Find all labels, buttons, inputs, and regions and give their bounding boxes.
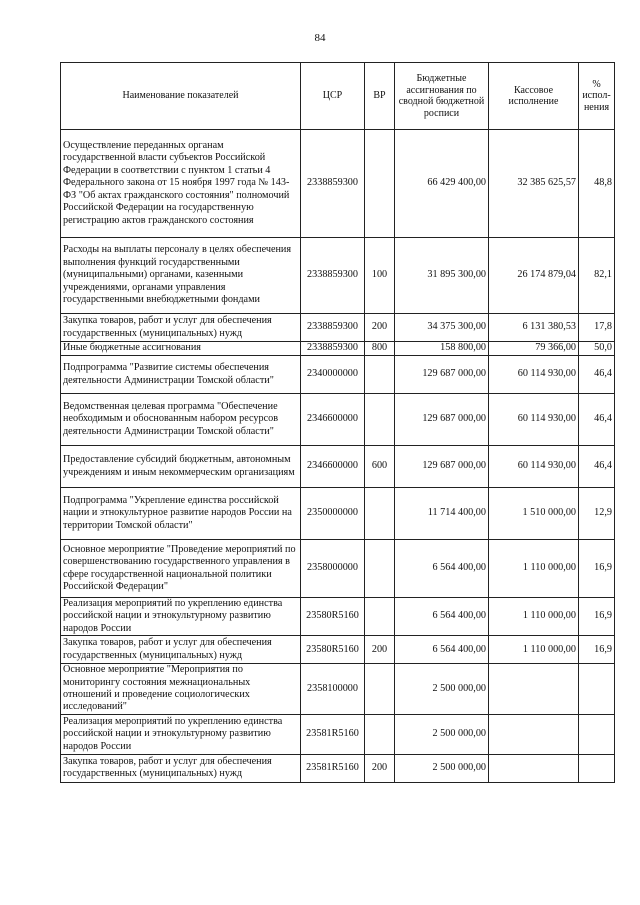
table-header-row: [61, 63, 615, 130]
row-cash: [489, 714, 579, 754]
table-row: [61, 636, 615, 664]
table-row: [61, 664, 615, 715]
row-percent: 46,4: [579, 356, 615, 394]
row-percent: 48,8: [579, 130, 615, 238]
column-header-csr: ЦСР: [301, 63, 365, 130]
row-vr: [365, 394, 395, 446]
row-name: Расходы на выплаты персоналу в целях обеспечения выполнения функций государственными (муниципальными) органами, казенными учреждениями, органами управления государственными внебюджетными фондами: [61, 238, 301, 314]
row-vr: [365, 130, 395, 238]
table-row: [61, 488, 615, 540]
row-cash: 1 510 000,00: [489, 488, 579, 540]
row-budget: 129 687 000,00: [395, 394, 489, 446]
row-name: Закупка товаров, работ и услуг для обеспечения государственных (муниципальных) нужд: [61, 754, 301, 782]
row-budget: 2 500 000,00: [395, 754, 489, 782]
row-vr: 200: [365, 636, 395, 664]
row-csr: 2338859300: [301, 314, 365, 342]
row-name: Подпрограмма "Развитие системы обеспечения деятельности Администрации Томской области": [61, 356, 301, 394]
table-row: [61, 356, 615, 394]
row-cash: 79 366,00: [489, 342, 579, 356]
row-name: Реализация мероприятий по укреплению единства российской нации и этнокультурному развитию народов России: [61, 714, 301, 754]
row-percent: 50,0: [579, 342, 615, 356]
column-header-vr: ВР: [365, 63, 395, 130]
row-cash: 60 114 930,00: [489, 394, 579, 446]
row-percent: 46,4: [579, 446, 615, 488]
row-name: Закупка товаров, работ и услуг для обеспечения государственных (муниципальных) нужд: [61, 636, 301, 664]
row-percent: 82,1: [579, 238, 615, 314]
table-row: [61, 394, 615, 446]
row-vr: [365, 540, 395, 598]
row-name: Подпрограмма "Укрепление единства российской нации и этнокультурное развитие народов России на территории Томской области": [61, 488, 301, 540]
row-budget: 66 429 400,00: [395, 130, 489, 238]
row-cash: 60 114 930,00: [489, 356, 579, 394]
row-name: Закупка товаров, работ и услуг для обеспечения государственных (муниципальных) нужд: [61, 314, 301, 342]
row-cash: 6 131 380,53: [489, 314, 579, 342]
table-row: [61, 540, 615, 598]
table-row: [61, 342, 615, 356]
row-name: Реализация мероприятий по укреплению единства российской нации и этнокультурному развитию народов России: [61, 598, 301, 636]
row-budget: 6 564 400,00: [395, 540, 489, 598]
row-percent: [579, 664, 615, 715]
row-budget: 11 714 400,00: [395, 488, 489, 540]
table-row: [61, 598, 615, 636]
row-csr: 2338859300: [301, 130, 365, 238]
row-percent: 17,8: [579, 314, 615, 342]
row-csr: 2358000000: [301, 540, 365, 598]
row-budget: 129 687 000,00: [395, 446, 489, 488]
row-cash: 26 174 879,04: [489, 238, 579, 314]
row-vr: [365, 664, 395, 715]
row-csr: 23581R5160: [301, 714, 365, 754]
column-header-percent: % испол-нения: [579, 63, 615, 130]
row-csr: 23581R5160: [301, 754, 365, 782]
row-cash: 60 114 930,00: [489, 446, 579, 488]
row-csr: 2346600000: [301, 394, 365, 446]
budget-execution-table: [60, 62, 615, 783]
row-csr: 2340000000: [301, 356, 365, 394]
row-percent: 16,9: [579, 540, 615, 598]
row-vr: [365, 356, 395, 394]
table-body: [61, 130, 615, 783]
page-number: 84: [314, 32, 326, 44]
row-budget: 2 500 000,00: [395, 664, 489, 715]
row-name: Основное мероприятие "Мероприятия по мониторингу состояния межнациональных отношений и проведение социологических исследований": [61, 664, 301, 715]
table-row: [61, 314, 615, 342]
row-vr: [365, 714, 395, 754]
row-csr: 2358100000: [301, 664, 365, 715]
row-csr: 2338859300: [301, 342, 365, 356]
table-row: [61, 446, 615, 488]
row-name: Иные бюджетные ассигнования: [61, 342, 301, 356]
row-name: Ведомственная целевая программа "Обеспечение необходимым и обоснованным набором ресурсов деятельности Администрации Томской области": [61, 394, 301, 446]
row-csr: 2350000000: [301, 488, 365, 540]
row-vr: 600: [365, 446, 395, 488]
row-name: Осуществление переданных органам государственной власти субъектов Российской Федерации в соответствии с пунктом 1 статьи 4 Федерального закона от 15 ноября 1997 года № 143-ФЗ "Об актах гражданского состояния" полномочий Российской Федерации на государственную регистрацию актов гражданского состояния: [61, 130, 301, 238]
row-budget: 2 500 000,00: [395, 714, 489, 754]
row-csr: 2338859300: [301, 238, 365, 314]
row-vr: 100: [365, 238, 395, 314]
row-vr: [365, 488, 395, 540]
column-header-name: Наименование показателей: [61, 63, 301, 130]
row-budget: 6 564 400,00: [395, 636, 489, 664]
column-header-budget: Бюджетные ассигнования по сводной бюджетной росписи: [395, 63, 489, 130]
table-row: [61, 130, 615, 238]
table-row: [61, 238, 615, 314]
row-budget: 6 564 400,00: [395, 598, 489, 636]
row-budget: 129 687 000,00: [395, 356, 489, 394]
row-percent: 46,4: [579, 394, 615, 446]
row-cash: 32 385 625,57: [489, 130, 579, 238]
row-cash: 1 110 000,00: [489, 636, 579, 664]
row-cash: [489, 664, 579, 715]
row-vr: 200: [365, 754, 395, 782]
row-cash: [489, 754, 579, 782]
row-vr: [365, 598, 395, 636]
row-name: Предоставление субсидий бюджетным, автономным учреждениям и иным некоммерческим организациям: [61, 446, 301, 488]
row-percent: 16,9: [579, 636, 615, 664]
table-row: [61, 754, 615, 782]
row-budget: 158 800,00: [395, 342, 489, 356]
row-cash: 1 110 000,00: [489, 540, 579, 598]
row-percent: 16,9: [579, 598, 615, 636]
row-percent: [579, 754, 615, 782]
row-percent: 12,9: [579, 488, 615, 540]
column-header-cash: Кассовое исполнение: [489, 63, 579, 130]
row-name: Основное мероприятие "Проведение мероприятий по совершенствованию государственного управления в сфере государственной национальной политики Российской Федерации": [61, 540, 301, 598]
row-cash: 1 110 000,00: [489, 598, 579, 636]
row-vr: 800: [365, 342, 395, 356]
row-csr: 23580R5160: [301, 598, 365, 636]
row-percent: [579, 714, 615, 754]
row-budget: 34 375 300,00: [395, 314, 489, 342]
row-csr: 2346600000: [301, 446, 365, 488]
row-csr: 23580R5160: [301, 636, 365, 664]
row-budget: 31 895 300,00: [395, 238, 489, 314]
row-vr: 200: [365, 314, 395, 342]
table-row: [61, 714, 615, 754]
